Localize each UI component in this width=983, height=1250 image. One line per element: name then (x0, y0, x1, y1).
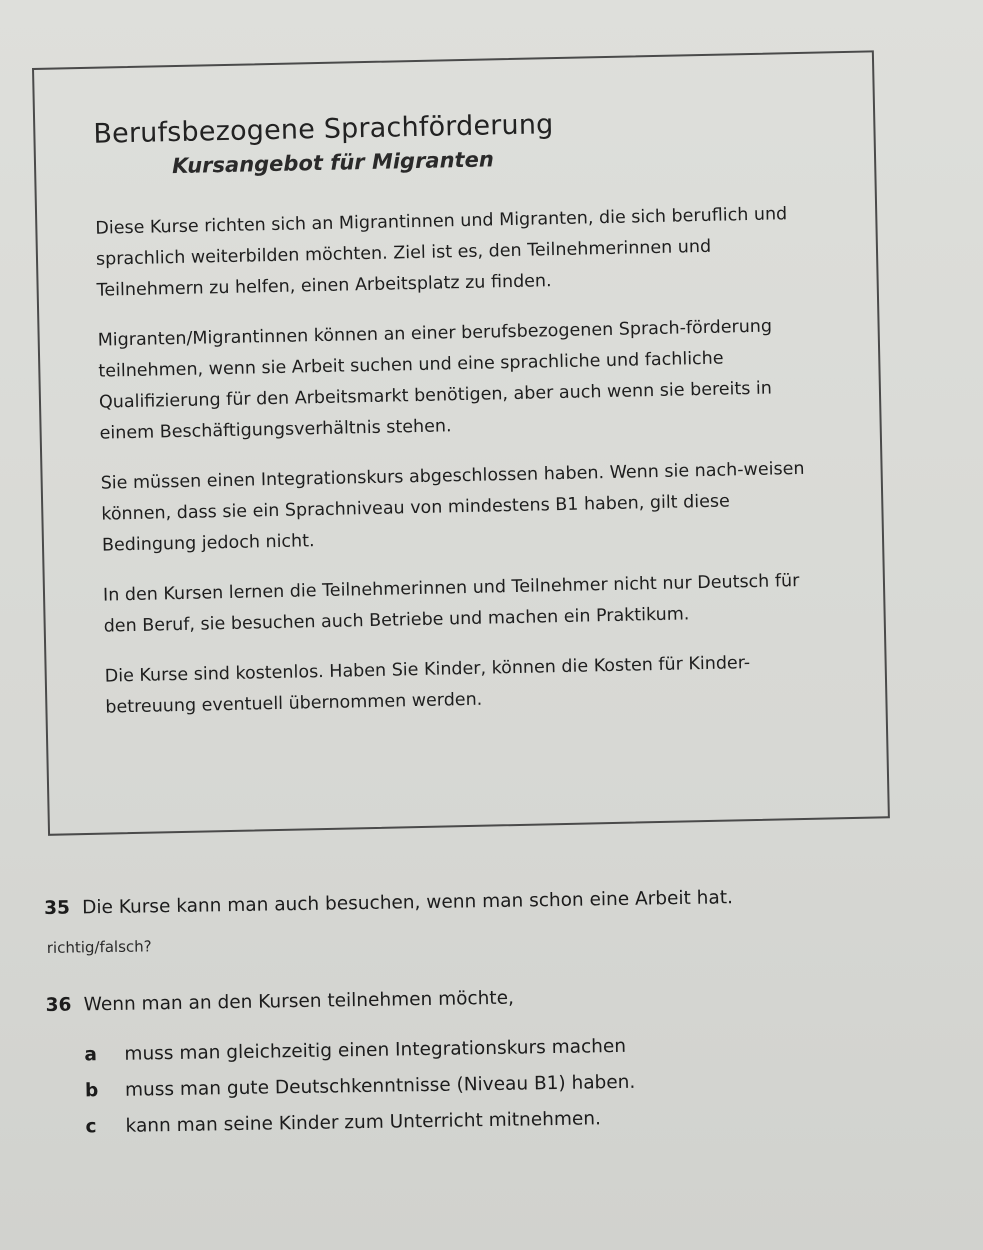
option-letter: a (84, 1044, 98, 1066)
option-letter: c (85, 1116, 97, 1138)
question-36 (46, 981, 906, 1016)
question-number: 35 (44, 897, 71, 919)
question-number: 36 (45, 994, 72, 1016)
option-text: muss man gleichzeitig einen Integrationskurs machen (124, 1035, 627, 1065)
option-letter: b (84, 1080, 99, 1102)
answer-options (84, 1024, 908, 1145)
reading-text-box (32, 50, 890, 835)
question-text: Die Kurse kann man auch besuchen, wenn man schon eine Arbeit hat. (81, 887, 734, 919)
paragraph-4: In den Kursen lernen die Teilnehmerinnen und Teilnehmer nicht nur Deutsch für den Beruf, sie besuchen auch Betriebe und machen ein Praktikum. (102, 571, 800, 637)
option-text: kann man seine Kinder zum Unterricht mitnehmen. (125, 1108, 602, 1137)
paragraph-5: Die Kurse sind kostenlos. Haben Sie Kinder, können die Kosten für Kinder-betreuung eventuell übernommen werden. (104, 653, 751, 718)
question-35 (44, 884, 904, 919)
paragraph-1: Diese Kurse richten sich an Migrantinnen und Migranten, die sich beruflich und sprachlich weiterbilden möchten. Ziel ist es, den Teilnehmerinnen und Teilnehmern zu helfen, einen Arbeitsplatz zu finden. (95, 204, 788, 301)
paragraph-3: Sie müssen einen Integrationskurs abgeschlossen haben. Wenn sie nach-weisen können, dass sie ein Sprachniveau von mindestens B1 haben, gilt diese Bedingung jedoch nicht. (100, 458, 805, 556)
option-text: muss man gute Deutschkenntnisse (Niveau B1) haben. (124, 1071, 636, 1101)
paragraph-2: Migranten/Migrantinnen können an einer berufsbezogenen Sprach-förderung teilnehmen, wenn sie Arbeit suchen und eine sprachliche und fachliche Qualifizierung für den Arbeitsmarkt benötigen, aber auch wenn sie bereits in einem Beschäftigungsverhältnis stehen. (97, 316, 773, 444)
document-subtitle: Kursangebot für Migranten (171, 147, 495, 179)
question-text: Wenn man an den Kursen teilnehmen möchte, (83, 987, 515, 1016)
document-title: Berufsbezogene Sprachförderung (93, 109, 554, 150)
questions-section (44, 884, 908, 1145)
answer-format: richtig/falsch? (46, 937, 152, 957)
